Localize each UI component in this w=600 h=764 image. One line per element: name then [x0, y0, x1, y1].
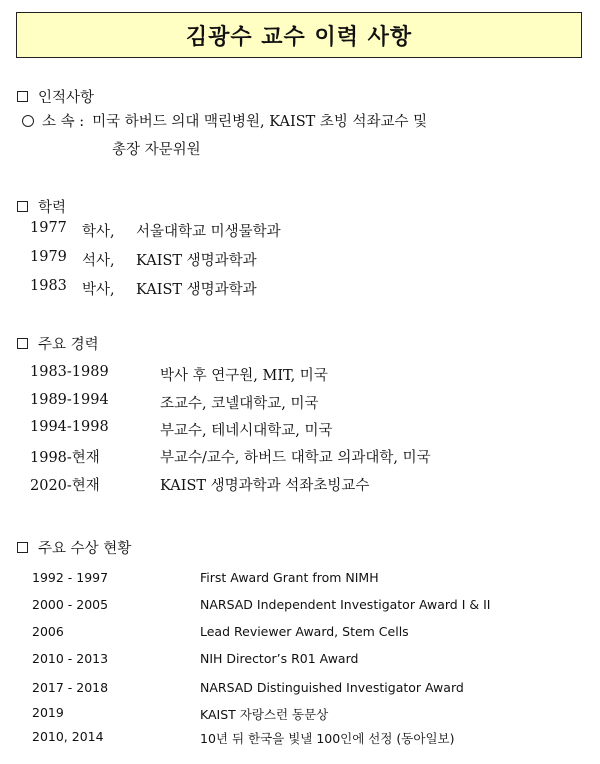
education-degree: 학사,	[82, 224, 115, 240]
career-desc: 부교수/교수, 하버드 대학교 의과대학, 미국	[160, 450, 431, 466]
section-awards	[17, 537, 131, 558]
award-period: 1992 - 1997	[32, 570, 109, 585]
section-personal	[17, 86, 94, 107]
square-bullet-icon	[17, 542, 28, 553]
award-period: 2010, 2014	[32, 729, 104, 744]
career-period: 1994-1998	[30, 419, 109, 435]
section-heading-career: 주요 경력	[38, 337, 99, 353]
award-period: 2010 - 2013	[32, 651, 109, 666]
award-name: KAIST 자랑스런 동문상	[200, 707, 329, 722]
section-heading-awards: 주요 수상 현황	[38, 541, 132, 557]
award-name: First Award Grant from NIMH	[200, 570, 379, 585]
affiliation-value-1: 미국 하버드 의대 맥린병원, KAIST 초빙 석좌교수 및	[92, 114, 428, 130]
square-bullet-icon	[17, 338, 28, 349]
square-bullet-icon	[17, 91, 28, 102]
education-school: KAIST 생명과학과	[136, 253, 257, 269]
career-period: 1998-현재	[30, 450, 100, 466]
education-degree: 박사,	[82, 282, 115, 298]
square-bullet-icon	[17, 201, 28, 212]
career-row	[30, 474, 550, 494]
award-period: 2000 - 2005	[32, 597, 109, 612]
education-row	[30, 220, 430, 240]
award-row	[32, 729, 572, 747]
award-name: NARSAD Distinguished Investigator Award	[200, 680, 464, 695]
career-row	[30, 419, 550, 439]
career-row	[30, 446, 550, 466]
affiliation-line-2: 총장 자문위원	[112, 142, 201, 158]
section-heading-personal: 인적사항	[38, 90, 95, 106]
education-year: 1979	[30, 249, 67, 265]
career-period: 1983-1989	[30, 364, 109, 380]
education-school: 서울대학교 미생물학과	[136, 224, 281, 240]
award-period: 2017 - 2018	[32, 680, 109, 695]
title-box	[16, 12, 582, 58]
affiliation-label: 소 속 :	[42, 114, 85, 130]
education-row	[30, 249, 430, 269]
award-period: 2019	[32, 705, 64, 720]
award-name: NIH Director’s R01 Award	[200, 651, 359, 666]
career-period: 1989-1994	[30, 392, 109, 408]
education-degree: 석사,	[82, 253, 115, 269]
award-row	[32, 624, 572, 642]
page-title: 김광수 교수 이력 사항	[185, 24, 413, 50]
affiliation-line-1	[22, 110, 427, 131]
award-row	[32, 651, 572, 669]
education-row	[30, 278, 430, 298]
education-school: KAIST 생명과학과	[136, 282, 257, 298]
career-desc: 박사 후 연구원, MIT, 미국	[160, 368, 328, 384]
award-row	[32, 597, 572, 615]
education-year: 1977	[30, 220, 67, 236]
award-period: 2006	[32, 624, 64, 639]
award-row	[32, 705, 572, 723]
section-heading-education: 학력	[38, 200, 67, 216]
career-period: 2020-현재	[30, 478, 100, 494]
career-row	[30, 392, 550, 412]
award-name: Lead Reviewer Award, Stem Cells	[200, 624, 409, 639]
award-row	[32, 680, 572, 698]
section-education	[17, 196, 66, 217]
award-name: NARSAD Independent Investigator Award I & II	[200, 597, 491, 612]
education-year: 1983	[30, 278, 67, 294]
career-row	[30, 364, 550, 384]
award-name: 10년 뒤 한국을 빛낼 100인에 선정 (동아일보)	[200, 731, 455, 746]
award-row	[32, 570, 572, 588]
section-career	[17, 333, 99, 354]
career-desc: 조교수, 코넬대학교, 미국	[160, 396, 319, 412]
career-desc: KAIST 생명과학과 석좌초빙교수	[160, 478, 370, 494]
circle-bullet-icon	[22, 115, 34, 127]
career-desc: 부교수, 테네시대학교, 미국	[160, 423, 333, 439]
